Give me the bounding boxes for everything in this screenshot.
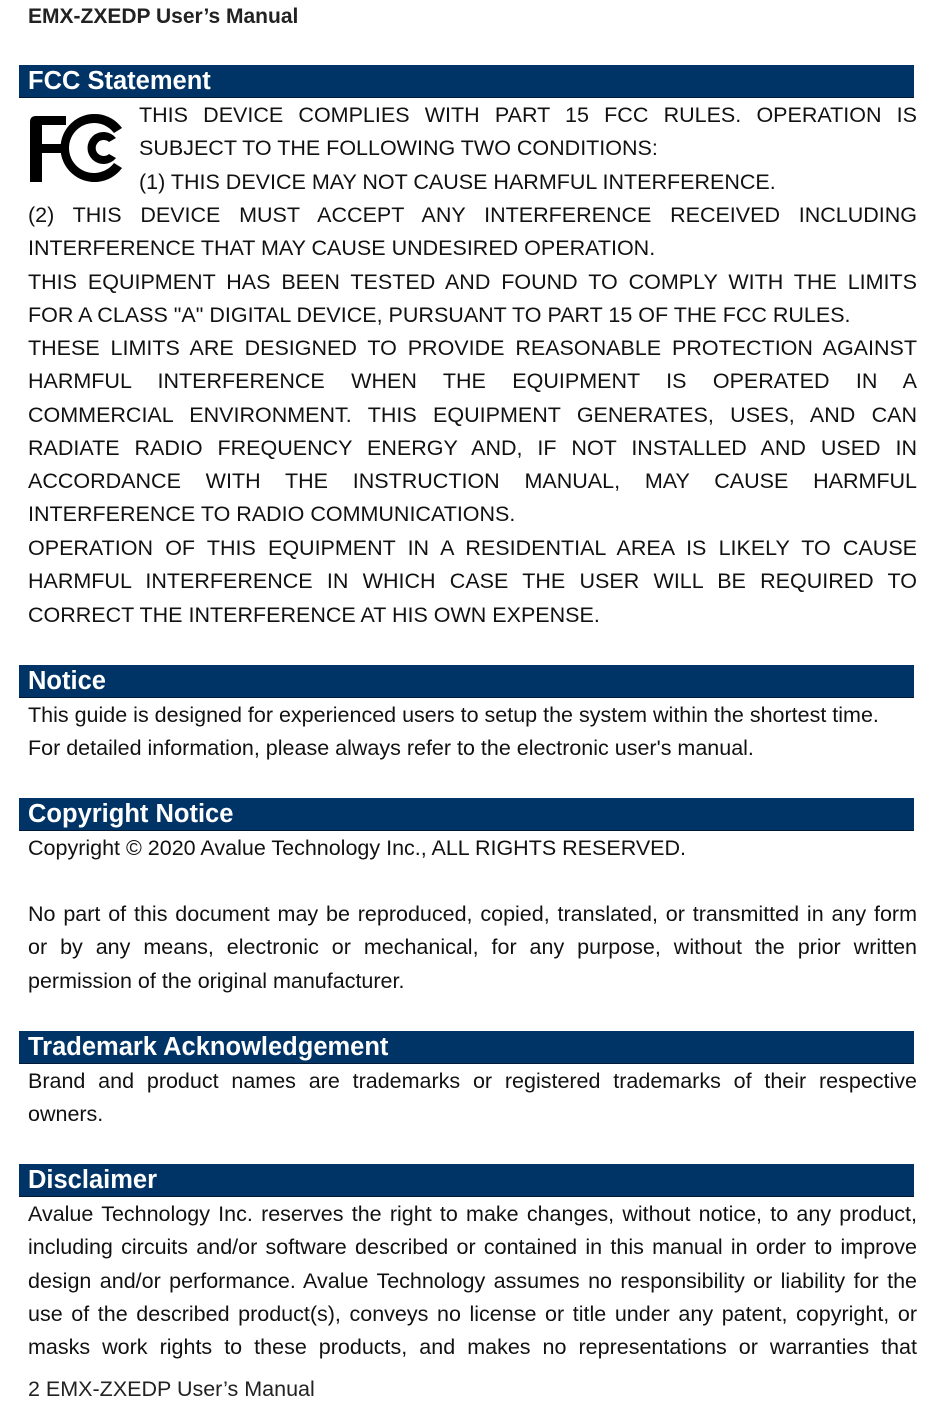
fcc-condition-2 [28,199,917,266]
text-line: Brand and product names are trademarks or registered trademarks of their respective [28,1069,917,1093]
text-line: INTERFERENCE TO RADIO COMMUNICATIONS. [28,502,516,527]
text-line: THIS EQUIPMENT HAS BEEN TESTED AND FOUND TO COMPLY WITH THE LIMITS [28,270,917,294]
text-line: This guide is designed for experienced users to setup the system within the shortest time. [28,703,879,727]
text-line: RADIATE RADIO FREQUENCY ENERGY AND, IF NOT INSTALLED AND USED IN [28,435,917,460]
page-footer: 2 EMX-ZXEDP User’s Manual [28,1377,315,1401]
text-line: use of the described product(s), conveys no license or title under any patent, copyright, or [28,1301,917,1326]
fcc-compliance-paragraph [28,266,917,333]
text-line: Avalue Technology Inc. reserves the right to make changes, without notice, to any product, [28,1202,917,1226]
trademark-paragraph [28,1065,917,1132]
text-line: THIS DEVICE COMPLIES WITH PART 15 FCC RULES. OPERATION IS [139,103,917,127]
text-line: HARMFUL INTERFERENCE WHEN THE EQUIPMENT IS OPERATED IN A [28,369,917,394]
text-line: INTERFERENCE THAT MAY CAUSE UNDESIRED OPERATION. [28,236,656,261]
fcc-conditions-text [139,99,917,199]
text-line: ACCORDANCE WITH THE INSTRUCTION MANUAL, MAY CAUSE HARMFUL [28,469,917,494]
text-line: Copyright © 2020 Avalue Technology Inc., ALL RIGHTS RESERVED. [28,836,687,860]
text-line: No part of this document may be reproduced, copied, translated, or transmitted in any form [28,902,917,926]
section-heading-copyright: Copyright Notice [19,798,914,831]
text-line: THESE LIMITS ARE DESIGNED TO PROVIDE REASONABLE PROTECTION AGAINST [28,336,917,360]
text-line: HARMFUL INTERFERENCE IN WHICH CASE THE USER WILL BE REQUIRED TO [28,569,917,594]
text-line: COMMERCIAL ENVIRONMENT. THIS EQUIPMENT GENERATES, USES, AND CAN [28,402,917,427]
text-line: SUBJECT TO THE FOLLOWING TWO CONDITIONS: [139,136,658,161]
fcc-limits-paragraph [28,332,917,532]
copyright-line [28,832,917,865]
disclaimer-paragraph [28,1198,917,1364]
page-header-title: EMX-ZXEDP User’s Manual [28,5,299,28]
section-heading-disclaimer: Disclaimer [19,1164,914,1197]
text-line: masks work rights to these products, and makes no representations or warranties that [28,1335,917,1360]
section-heading-trademark: Trademark Acknowledgement [19,1031,914,1064]
notice-paragraph [28,699,917,766]
section-heading-notice: Notice [19,665,914,698]
text-line: design and/or performance. Avalue Technology assumes no responsibility or liability for the [28,1268,917,1293]
text-line: For detailed information, please always refer to the electronic user's manual. [28,736,754,761]
text-line: permission of the original manufacturer. [28,968,405,993]
text-line: CORRECT THE INTERFERENCE AT HIS OWN EXPENSE. [28,602,600,627]
text-line: FOR A CLASS "A" DIGITAL DEVICE, PURSUANT TO PART 15 OF THE FCC RULES. [28,303,851,328]
text-line: (1) THIS DEVICE MAY NOT CAUSE HARMFUL INTERFERENCE. [139,169,776,194]
text-line: owners. [28,1102,104,1127]
text-line: including circuits and/or software described or contained in this manual in order to improve [28,1235,917,1260]
copyright-paragraph [28,898,917,998]
fcc-logo-icon [26,112,126,184]
section-heading-fcc: FCC Statement [19,65,914,98]
text-line: OPERATION OF THIS EQUIPMENT IN A RESIDENTIAL AREA IS LIKELY TO CAUSE [28,536,917,560]
text-line: (2) THIS DEVICE MUST ACCEPT ANY INTERFERENCE RECEIVED INCLUDING [28,203,917,227]
fcc-residential-paragraph [28,532,917,632]
text-line: or by any means, electronic or mechanical, for any purpose, without the prior written [28,935,917,960]
